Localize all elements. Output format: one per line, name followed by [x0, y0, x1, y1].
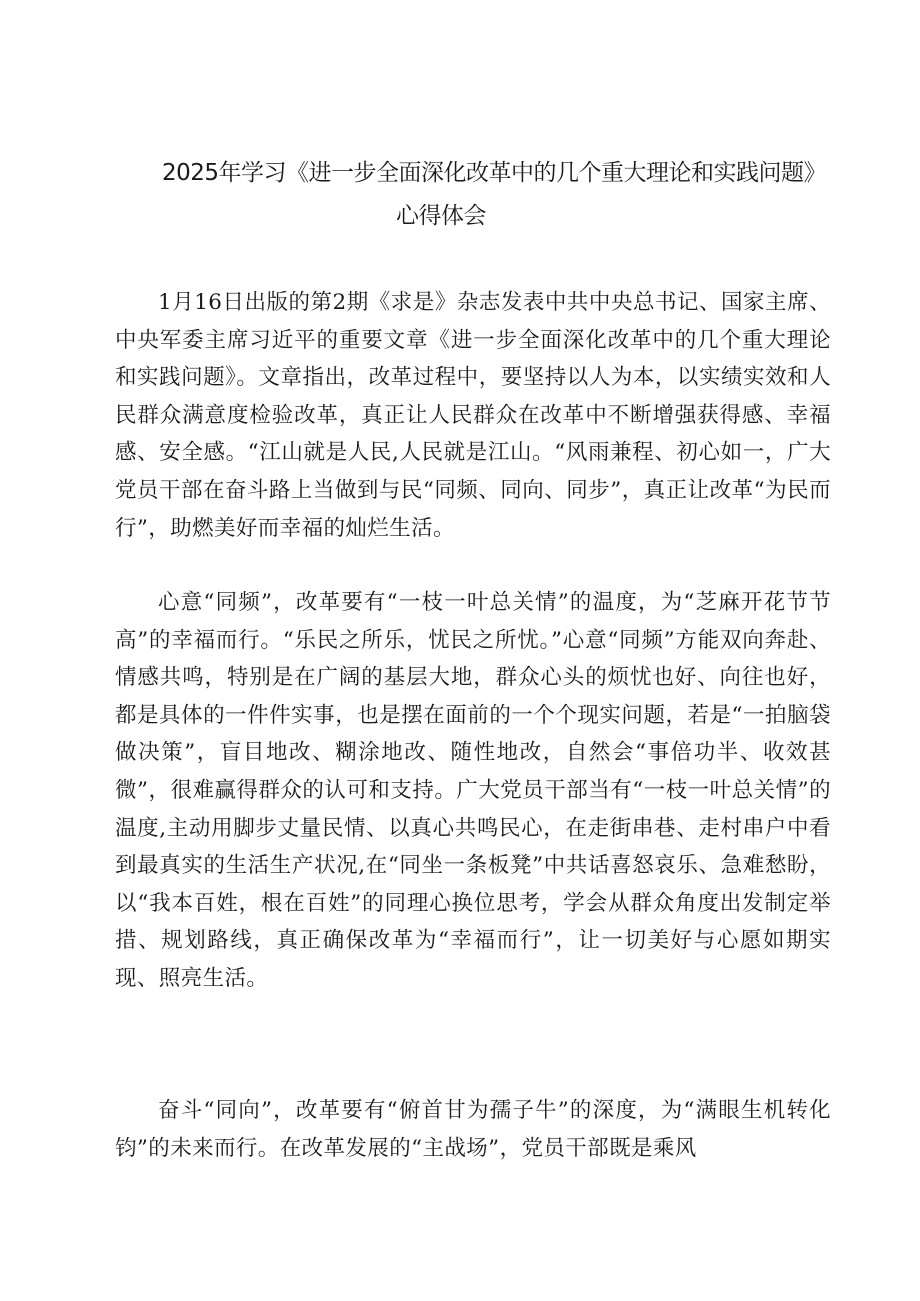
paragraph-1: 1月16日出版的第2期《求是》杂志发表中共中央总书记、国家主席、中央军委主席习近平的重要文章《进一步全面深化改革中的几个重大理论和实践问题》。文章指出，改革过程中，要坚持以人为本，以实绩实效和人民群众满意度检验改革，真正让人民群众在改革中不断增强获得感、幸福感、安全感。“江山就是人民,人民就是江山。“风雨兼程、初心如一，广大党员干部在奋斗路上当做到与民“同频、同向、同步”，真正让改革“为民而行”，助燃美好而幸福的灿烂生活。	[115, 290, 831, 541]
title-line-2: 心得体会	[396, 203, 486, 229]
paragraph-3: 奋斗“同向”，改革要有“俯首甘为孺子牛”的深度，为“满眼生机转化钧”的未来而行。在改革发展的“主战场”，党员干部既是乘风	[115, 1098, 831, 1161]
document-title	[150, 152, 850, 238]
paragraph-2: 心意“同频”，改革要有“一枝一叶总关情”的温度，为“芝麻开花节节高”的幸福而行。“乐民之所乐，忧民之所忧。”心意“同频”方能双向奔赴、情感共鸣，特别是在广阔的基层大地，群众心头的烦忧也好、向往也好，都是具体的一件件实事，也是摆在面前的一个个现实问题，若是“一拍脑袋做决策”，盲目地改、糊涂地改、随性地改，自然会“事倍功半、收效甚微”，很难赢得群众的认可和支持。广大党员干部当有“一枝一叶总关情”的温度,主动用脚步丈量民情、以真心共鸣民心，在走街串巷、走村串户中看到最真实的生活生产状况,在“同坐一条板凳”中共话喜怒哀乐、急难愁盼，以“我本百姓，根在百姓”的同理心换位思考，学会从群众角度出发制定举措、规划路线，真正确保改革为“幸福而行”，让一切美好与心愿如期实现、照亮生活。	[115, 590, 831, 991]
title-line-1: 2025年学习《进一步全面深化改革中的几个重大理论和实践问题》	[162, 160, 827, 186]
